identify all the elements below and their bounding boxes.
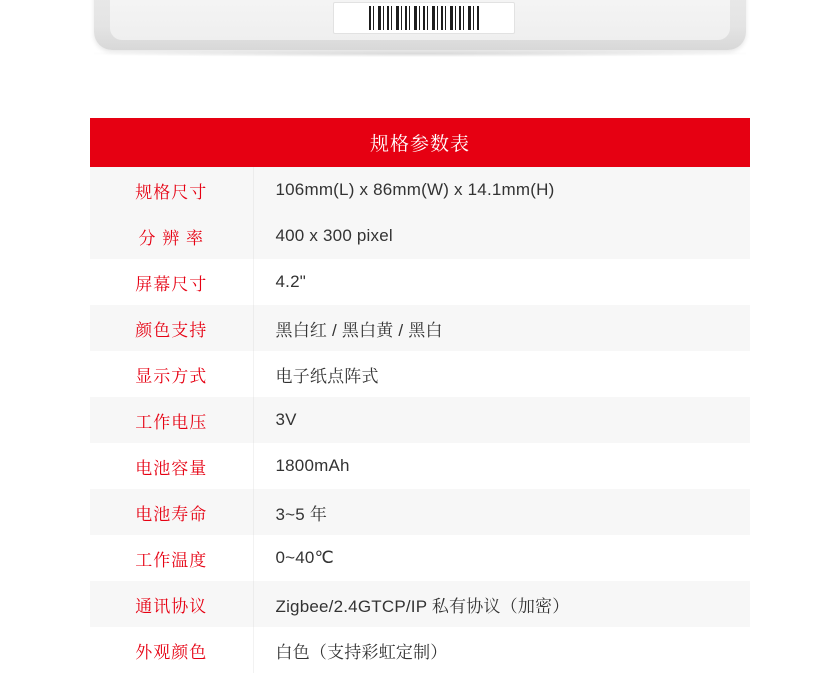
spec-label: 显示方式 — [90, 351, 253, 397]
spec-label: 电池寿命 — [90, 489, 253, 535]
table-row — [90, 259, 750, 305]
table-row — [90, 351, 750, 397]
table-row — [90, 397, 750, 443]
table-row — [90, 489, 750, 535]
spec-value: 3~5 年 — [253, 489, 750, 535]
table-row — [90, 581, 750, 627]
spec-value: 0~40℃ — [253, 535, 750, 581]
spec-value: 黑白红 / 黑白黄 / 黑白 — [253, 305, 750, 351]
spec-value: 400 x 300 pixel — [253, 213, 750, 259]
table-row — [90, 213, 750, 259]
spec-label: 分 辨 率 — [90, 213, 253, 259]
spec-label: 规格尺寸 — [90, 167, 253, 213]
table-row — [90, 167, 750, 213]
barcode-tag — [333, 2, 515, 34]
spec-label: 工作电压 — [90, 397, 253, 443]
spec-table-title-row — [90, 118, 750, 167]
spec-label: 外观颜色 — [90, 627, 253, 673]
spec-value: 106mm(L) x 86mm(W) x 14.1mm(H) — [253, 167, 750, 213]
spec-value: Zigbee/2.4GTCP/IP 私有协议（加密） — [253, 581, 750, 627]
table-row — [90, 535, 750, 581]
table-row — [90, 627, 750, 673]
spec-label: 通讯协议 — [90, 581, 253, 627]
table-row — [90, 443, 750, 489]
spec-value: 白色（支持彩虹定制） — [253, 627, 750, 673]
spec-label: 颜色支持 — [90, 305, 253, 351]
spec-value: 1800mAh — [253, 443, 750, 489]
spec-label: 工作温度 — [90, 535, 253, 581]
spec-value: 4.2" — [253, 259, 750, 305]
spec-label: 屏幕尺寸 — [90, 259, 253, 305]
spec-label: 电池容量 — [90, 443, 253, 489]
spec-value: 3V — [253, 397, 750, 443]
spec-table — [90, 118, 750, 673]
spec-table-title: 规格参数表 — [90, 118, 750, 167]
spec-value: 电子纸点阵式 — [253, 351, 750, 397]
barcode-icon — [369, 6, 481, 30]
device-shadow — [94, 50, 746, 57]
table-row — [90, 305, 750, 351]
